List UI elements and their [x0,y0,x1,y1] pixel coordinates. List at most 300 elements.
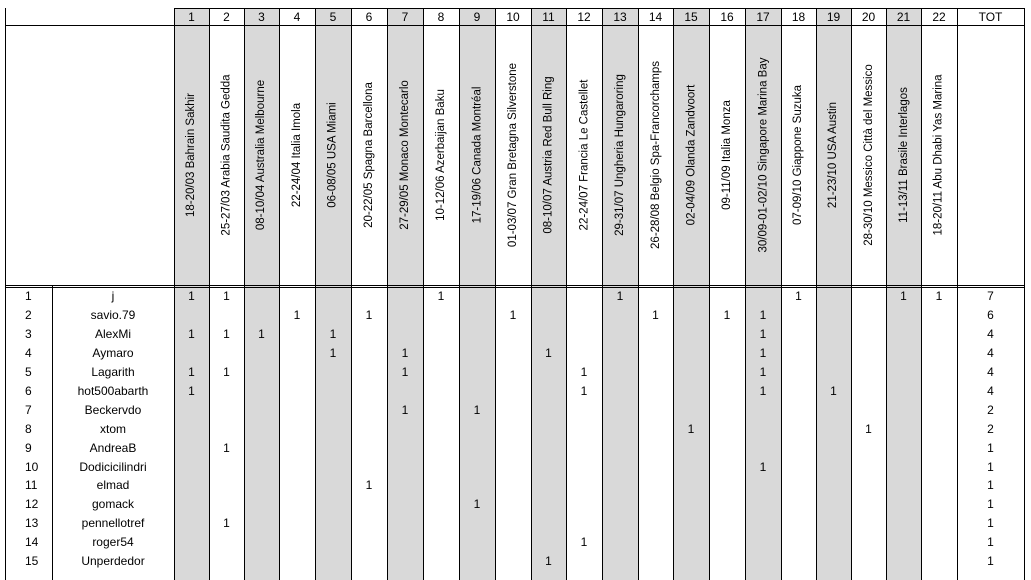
score-cell [459,306,495,325]
race-number: 6 [365,9,373,24]
grid-line [495,8,496,580]
score-cell [709,514,745,533]
score-cell [387,382,423,401]
score-cell [387,476,423,495]
score-cell [709,325,745,344]
race-label-text: 17-19/06 Canada Montréal [471,86,484,224]
score-cell [638,476,673,495]
score-cell [495,400,531,419]
score-cell [279,495,315,514]
grid-line [851,8,852,580]
score-cell [566,306,602,325]
score-cell: 1 [401,346,409,361]
grid-line [957,8,958,580]
score-cell [459,457,495,476]
row-rank: 2 [25,308,32,323]
score-cell [387,325,423,344]
row-name: roger54 [92,535,134,550]
score-cell [279,363,315,382]
score-cell [851,533,886,552]
score-cell [495,382,531,401]
score-cell [495,457,531,476]
grid-line [638,8,639,580]
score-cell [673,457,709,476]
score-cell [851,382,886,401]
grid-line [174,25,1025,26]
race-label-text: 22-24/04 Italia Imola [291,102,304,208]
score-cell [566,287,602,306]
score-cell [709,533,745,552]
score-cell: 1 [329,346,337,361]
score-cell [886,363,921,382]
score-cell: 1 [580,535,588,550]
score-cell [423,552,459,571]
race-label [781,25,816,285]
score-cell [816,438,851,457]
race-label-text: 28-30/10 Messico Città del Messico [862,64,875,246]
score-cell [816,325,851,344]
score-cell [781,419,816,438]
row-total: 4 [987,383,994,398]
score-cell [921,363,957,382]
score-cell [423,419,459,438]
score-cell [315,476,351,495]
row-rank: 15 [25,554,39,569]
tot-header: TOT [978,9,1003,24]
row-total: 1 [987,554,994,569]
score-cell [209,306,244,325]
race-number: 3 [258,9,265,24]
grid-line [351,8,352,580]
score-cell [279,514,315,533]
score-cell [638,438,673,457]
score-cell [638,514,673,533]
score-cell [279,419,315,438]
score-cell [851,457,886,476]
row-rank: 6 [25,383,32,398]
score-cell [315,419,351,438]
row-total: 2 [987,402,994,417]
score-cell [351,514,387,533]
row-name: gomack [91,497,135,512]
score-cell [566,476,602,495]
race-label-text: 20-22/05 Spagna Barcellona [363,82,375,228]
race-label [816,25,851,285]
row-rank: 7 [25,402,32,417]
score-cell [244,514,279,533]
row-rank: 9 [25,440,32,455]
score-cell [351,495,387,514]
score-cell [423,325,459,344]
score-cell: 1 [545,346,552,361]
race-number: 13 [613,9,627,24]
race-number: 10 [506,9,520,24]
row-rank: 11 [25,478,38,493]
race-label [921,25,957,285]
grid-line [459,8,460,580]
grid-line [531,8,532,580]
race-label-text: 26-28/08 Belgio Spa-Francorchamps [649,61,662,249]
grid-line [174,8,1025,9]
score-cell [209,533,244,552]
score-cell [709,363,745,382]
score-cell: 1 [759,327,767,342]
score-cell [566,457,602,476]
grid-line [709,8,710,580]
score-cell [459,382,495,401]
score-cell [816,287,851,306]
score-cell [209,476,244,495]
score-cell [423,382,459,401]
row-total: 1 [987,516,994,531]
score-cell: 1 [865,421,872,436]
row-total: 7 [987,289,994,304]
score-cell: 1 [223,440,230,455]
score-cell: 1 [188,327,195,342]
score-cell [174,438,209,457]
score-cell: 1 [401,365,409,380]
score-cell [921,514,957,533]
score-cell [851,325,886,344]
score-cell [816,533,851,552]
score-cell: 1 [795,289,802,304]
score-cell [387,514,423,533]
score-cell [279,382,315,401]
score-cell [351,457,387,476]
score-cell [459,419,495,438]
score-cell [495,325,531,344]
score-cell [315,306,351,325]
score-cell [781,325,816,344]
score-cell [781,457,816,476]
race-label [602,25,638,285]
score-cell [673,344,709,363]
score-cell [531,419,566,438]
score-cell [423,400,459,419]
score-cell [816,419,851,438]
score-cell [423,457,459,476]
score-cell [602,552,638,571]
score-cell [781,552,816,571]
race-label-text: 09-11/09 Italia Monza [721,100,733,210]
score-cell [886,306,921,325]
grid-line [602,8,603,580]
race-label-text: 01-03/07 Gran Bretagna Silverstone [507,62,519,248]
score-cell: 1 [652,308,659,323]
score-cell [816,457,851,476]
race-label-text: 06-08/05 USA Miami [327,102,339,208]
score-cell [886,419,921,438]
row-rank: 5 [25,365,32,380]
score-cell [745,533,781,552]
score-cell [673,325,709,344]
race-label-text: 22-24/07 Francia Le Castellet [578,79,590,231]
race-number: 5 [329,9,337,24]
race-number: 20 [861,9,876,24]
score-cell [673,514,709,533]
score-cell [279,438,315,457]
score-cell [851,438,886,457]
score-cell [531,476,566,495]
race-number: 15 [684,9,698,24]
score-cell [315,363,351,382]
race-number: 12 [577,9,591,24]
score-cell: 1 [580,383,588,398]
score-cell [816,495,851,514]
score-cell [921,495,957,514]
score-cell [638,552,673,571]
score-cell [244,400,279,419]
score-cell [279,287,315,306]
score-cell [423,533,459,552]
race-label-text: 02-04/09 Olanda Zandvoort [685,84,697,226]
score-cell [602,419,638,438]
grid-line [816,8,817,580]
score-cell [174,476,209,495]
row-rank: 12 [25,497,39,512]
race-label-text: 18-20/03 Bahrain Sakhir [185,92,198,218]
score-cell [315,287,351,306]
score-cell: 1 [223,289,230,304]
score-cell [351,344,387,363]
row-total: 1 [987,440,994,455]
score-cell [602,325,638,344]
race-number: 2 [223,9,230,24]
score-cell [851,476,886,495]
score-cell [709,457,745,476]
score-cell [244,495,279,514]
score-cell [851,306,886,325]
row-name: xtom [99,421,126,436]
score-cell: 1 [401,402,409,417]
row-name: Dodicicilindri [79,459,147,474]
score-cell [851,552,886,571]
grid-line [244,8,245,580]
grid-line [1024,8,1025,580]
race-label-text: 07-09/10 Giappone Suzuka [792,84,805,226]
score-cell [781,382,816,401]
row-rank: 1 [25,289,32,304]
score-cell [174,514,209,533]
score-cell [387,495,423,514]
score-cell [781,533,816,552]
score-cell [459,438,495,457]
score-cell [244,476,279,495]
race-label-text: 11-13/11 Brasile Interlagos [897,87,910,223]
score-cell [531,495,566,514]
score-cell [244,533,279,552]
score-cell [244,419,279,438]
score-cell: 1 [723,308,731,323]
race-number: 14 [648,9,663,24]
score-cell [781,363,816,382]
score-cell [816,363,851,382]
race-label [638,25,673,285]
row-name: elmad [96,478,130,493]
score-cell [566,514,602,533]
race-label-text: 18-20/11 Abu Dhabi Yas Marina [933,74,946,236]
score-cell [531,306,566,325]
score-cell [816,306,851,325]
score-cell: 1 [616,289,624,304]
score-cell: 1 [223,327,230,342]
score-cell [921,476,957,495]
score-cell [244,438,279,457]
score-cell [244,363,279,382]
row-total: 6 [987,308,994,323]
grid-line [279,8,280,580]
score-cell: 1 [365,308,373,323]
race-label-text: 27-29/05 Monaco Montecarlo [399,80,411,230]
score-cell: 1 [223,516,230,531]
race-label [673,25,709,285]
score-cell [602,306,638,325]
score-cell [387,457,423,476]
score-cell [851,287,886,306]
race-label [886,25,921,285]
score-cell [315,382,351,401]
score-cell [921,419,957,438]
score-cell [886,476,921,495]
score-cell [174,306,209,325]
score-cell [495,438,531,457]
score-cell [886,325,921,344]
score-cell [921,457,957,476]
score-cell [886,495,921,514]
score-cell [781,495,816,514]
score-cell [244,306,279,325]
score-cell [745,476,781,495]
row-name: Aymaro [92,346,134,361]
score-cell [387,306,423,325]
score-cell: 1 [473,497,481,512]
score-cell [423,514,459,533]
score-cell [781,514,816,533]
score-cell [566,325,602,344]
score-cell [459,363,495,382]
grid-line [745,8,746,580]
score-cell [209,457,244,476]
score-cell [781,306,816,325]
grid-line [781,8,782,580]
row-total: 4 [987,346,994,361]
score-cell [921,400,957,419]
row-rank: 4 [25,346,32,361]
score-cell [673,438,709,457]
score-cell [602,400,638,419]
score-cell [673,495,709,514]
score-cell [244,382,279,401]
score-cell: 1 [188,365,195,380]
score-cell [886,533,921,552]
score-cell [531,457,566,476]
score-cell [279,344,315,363]
score-cell [423,438,459,457]
score-cell: 1 [329,327,337,342]
score-cell: 1 [509,308,517,323]
score-cell [673,306,709,325]
score-cell [174,495,209,514]
score-cell [816,552,851,571]
score-cell [531,533,566,552]
score-cell [423,306,459,325]
grid-line [52,285,53,580]
race-number: 16 [720,9,734,24]
score-cell [279,476,315,495]
score-cell [673,382,709,401]
score-cell [709,287,745,306]
race-label-text: 10-12/06 Azerbaijan Baku [435,89,447,221]
score-cell [709,438,745,457]
score-cell [315,514,351,533]
score-cell [459,287,495,306]
score-cell: 1 [293,308,301,323]
race-label-text: 25-27/03 Arabia Saudita Gedda [220,74,233,236]
row-total: 1 [987,497,994,512]
score-cell [745,419,781,438]
race-label [209,25,244,285]
race-number: 8 [437,9,445,24]
score-cell [495,533,531,552]
score-cell: 1 [365,478,373,493]
score-cell [781,344,816,363]
score-cell [602,533,638,552]
score-cell [244,344,279,363]
score-cell [921,438,957,457]
score-cell [638,325,673,344]
race-number: 21 [896,9,911,24]
score-cell [921,306,957,325]
score-cell [851,514,886,533]
score-cell [745,495,781,514]
score-cell [566,344,602,363]
score-cell [638,363,673,382]
score-cell [351,400,387,419]
score-cell [174,344,209,363]
score-cell [602,514,638,533]
race-number: 19 [826,9,841,24]
score-cell [279,533,315,552]
row-name: savio.79 [90,308,136,323]
score-cell [459,344,495,363]
row-name: Lagarith [91,365,135,380]
score-cell [244,457,279,476]
score-cell [351,382,387,401]
score-cell: 1 [188,289,195,304]
score-cell [209,344,244,363]
race-number: 22 [932,9,946,24]
grid-line [5,25,174,26]
row-name: pennellotref [81,516,145,531]
score-cell [602,344,638,363]
score-cell [423,363,459,382]
score-cell [709,419,745,438]
row-total: 4 [987,365,994,380]
score-cell [351,419,387,438]
score-cell [315,400,351,419]
score-cell [495,552,531,571]
score-cell [279,400,315,419]
score-cell: 1 [473,402,481,417]
score-cell [709,552,745,571]
row-total: 1 [987,535,994,550]
score-cell [351,287,387,306]
score-cell [638,533,673,552]
score-cell [816,344,851,363]
score-cell [279,325,315,344]
score-cell: 1 [223,365,230,380]
score-cell [387,419,423,438]
